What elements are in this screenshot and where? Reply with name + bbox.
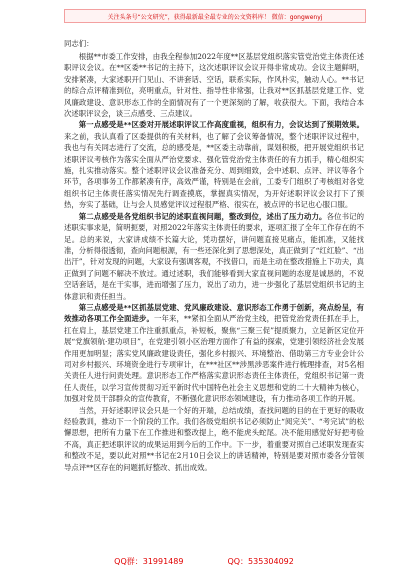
document-body xyxy=(64,38,364,473)
paragraph-intro xyxy=(64,51,364,119)
paragraph-lead: 第三点感受是**区抓基层党建、党风廉政建设、意识形态工作勇于创新，亮点纷呈，有效推动各项工作全面进步。 xyxy=(64,302,364,324)
greeting: 同志们： xyxy=(64,39,94,48)
paragraph-text: 各位书记的述职实事求是，简明扼要，对照2022年落实主体责任的要求，逐项汇报了全年工作存在的不足。总的来说，大家讲成绩不长篇大论，凭功摆好，讲问题直接见痛点，能抓准，又能找准，分析得很透彻，查向问题根源，有一些还深化到了思想深处，真正做到了“红红脸”、“出出汗”，针对发现的问题，大家设有强调客观，不找借口，而是主动在整改措施上下功夫，真正做到了问题不解决不放过。通过述职，我们能够看到大家直视问题的态度是诚恳的，不说空话套话，是在干实事，进而增强了压力，说出了动力，进一步强化了基层党组织书记的主体意识和责任担当。 xyxy=(64,211,364,301)
paragraph-text: 根据**市委工作安排，由我全程参加2022年度**区基层党组织落实管党治党主体责任述职评议会议。在**区委**书记的主持下，这次述职评议会议开得非常成功。会议主题鲜明，安排紧凑，大家述职开门见山、不讲套话、空话，联系实际，作风朴实，触动人心。**书记的综合点评精准到位，亮明重点，针对性、指导性非常强，让我对**区抓基层党建工作、党风廉政建设、意识形态工作的全面情况有了一个更深刻的了解，收获很大。下面，我结合本次述职评议会，谈三点感受、三点建议。 xyxy=(64,52,364,119)
paragraph-text: 一年来，**紧扣全面从严治党主线，把管党治党责任抓在手上，扛在肩上，基层党建工作注重抓重点，补短板，聚焦“三聚三促”提质聚力，立足新区定位开展“党旗领航·建功项目”，在党建引领小区治理方面作了有益的探索，党建引领经济社会发展作用更加明显；落实党风廉政建设责任，强化乡村振兴、环境整治、借助第三方专业会计公司对乡村振兴、环境资金进行专项审计，在***社区**涉黑涉恶案件进行梳理排查，对5名相关责任人进行问责处理。意识形态工作严格落实意识形态责任主体责任，党组织书记第一责任人责任，以学习宣传贯彻习近平新时代中国特色社会主义思想和党的二十大精神为核心，加强对党员干部群众的宣传教育，不断强化意识形态领域建设，有力推动各项工作的开展。 xyxy=(64,314,364,404)
paragraph-text: 来之前，我认真看了区委提供的有关材料，也了解了会议筹备情况，整个述职评议过程中，我也与有关同志进行了交流，总的感受是，**区委主动靠前，谋划积极，把开展党组织书记述职评议考核作为落实全面从严治党要求、强化管党治党主体责任的有力抓手，精心组织实施，扎实推动落实。整个述职评议会议准备充分、周到细致，会中述职、点评、评议等各个环节，各项事务工作都紧凑有序，高效严谨，特别是在会前，工委专门组织了考核组对各党组织书记主体责任落实情况先行调查摸底，掌握真实情况，为开好述职评议会议打下了预热，夯实了基础，让与会人员感觉评议过程很严格、很实在，被点评的书记也心服口服。 xyxy=(64,131,364,210)
paragraph-text: 当然，开好述职评议会只是一个好的开端，总结成绩，查找问题的目的在于更好的吸收经验教训，推动下一个阶段的工作。我们各级党组织书记必须防止“阅完关”、“考完试”的松懈思想，把所有力量下在工作推进和整改提上，绝不能虎头蛇尾。决不能用感觉好好把考验不高，真正把述职评议的成果运用到今后的工作中。下一步，着重要对照自己述职发现查实和整改不足，要以此对照**书记在2月10日会议上的讲话精神，特别是要对照市委各分管领导点评**区存在的问题抓好整改、抓出成效。 xyxy=(64,405,364,472)
paragraph-feeling-2 xyxy=(64,211,364,302)
header-banner xyxy=(64,9,366,23)
paragraph-lead: 第一点感受是**区委对开展述职评议工作高度重视，组织有力，会议达到了预期效果。 xyxy=(78,120,364,130)
paragraph-conclusion xyxy=(64,405,364,473)
header-banner-text: 关注头条号“公文研究”，获得最新最全最专业的公文资料库！ 微信：gongwenyj xyxy=(107,13,323,21)
paragraph-feeling-3 xyxy=(64,302,364,405)
footer-contact xyxy=(0,556,408,568)
footer-qq: QQ：535304092 xyxy=(227,557,294,566)
paragraph-feeling-1 xyxy=(64,119,364,210)
paragraph-lead: 第二点感受是各党组织书记的述职直视问题，整改到位，述出了压力动力。 xyxy=(78,211,327,221)
footer-qq-group: QQ群：31991489 xyxy=(114,557,184,566)
